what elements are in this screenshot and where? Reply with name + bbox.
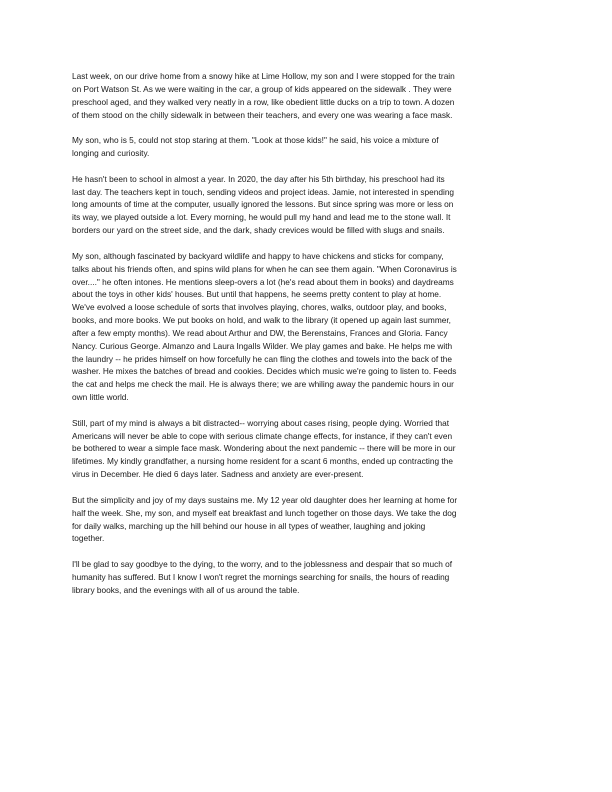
text-line: Still, part of my mind is always a bit distracted-- worrying about cases rising, people dying. Worried that bbox=[72, 417, 450, 428]
text-line: longing and curiosity. bbox=[72, 148, 150, 159]
text-line: books, and more books. We put books on hold, and walk to the library (it opened up again last summer, bbox=[72, 315, 451, 326]
text-line: own little world. bbox=[72, 392, 129, 403]
text-line: My son, who is 5, could not stop staring at them. "Look at those kids!" he said, his voice a mixture of bbox=[72, 135, 439, 146]
paragraph bbox=[72, 70, 542, 121]
text-line: after a few empty months). We read about Arthur and DW, the Berenstains, Frances and Gloria. Fancy bbox=[72, 327, 448, 338]
paragraph bbox=[72, 417, 542, 481]
paragraph bbox=[72, 134, 542, 160]
text-line: humanity has suffered. But I know I won't regret the mornings searching for snails, the hours of reading bbox=[72, 571, 450, 582]
paragraph bbox=[72, 494, 542, 545]
text-line: talks about his friends often, and spins wild plans for when he can see them again. "When Coronavirus is bbox=[72, 263, 457, 274]
paragraph bbox=[72, 173, 542, 237]
text-line: washer. He mixes the batches of bread and cookies. Decides which music we're going to listen to. Feeds bbox=[72, 366, 457, 377]
text-line: on Port Watson St. As we were waiting in the car, a group of kids appeared on the sidewalk . They were bbox=[72, 83, 452, 94]
text-line: the laundry -- he prides himself on how forcefully he can fling the clothes and towels into the back of the bbox=[72, 353, 453, 364]
text-line: long amounts of time at the computer, usually ignored the lessons. But since spring was more or less on bbox=[72, 199, 454, 210]
text-line: I'll be glad to say goodbye to the dying, to the worry, and to the joblessness and despair that so much of bbox=[72, 559, 453, 570]
text-line: Last week, on our drive home from a snowy hike at Lime Hollow, my son and I were stopped for the train bbox=[72, 71, 455, 81]
text-line: Nancy. Curious George. Almanzo and Laura Ingalls Wilder. We play games and bake. He helps me with bbox=[72, 340, 453, 351]
text-line: But the simplicity and joy of my days sustains me. My 12 year old daughter does her learning at home for bbox=[72, 494, 458, 505]
text-line: its way, we played outside a lot. Every morning, he would pull my hand and lead me to the stone wall. It bbox=[72, 212, 451, 223]
text-line: lifetimes. My kindly grandfather, a nursing home resident for a scant 6 months, ended up contracting the bbox=[72, 456, 453, 467]
text-line: last day. The teachers kept in touch, sending videos and project ideas. Jamie, not interested in spending bbox=[72, 186, 455, 197]
text-line: of them stood on the chilly sidewalk in between their teachers, and every one was wearing a face mask. bbox=[72, 109, 453, 120]
text-line: My son, although fascinated by backyard wildlife and happy to have chickens and sticks for company, bbox=[72, 250, 444, 261]
text-line: about the toys in other kids' houses. But until that happens, he seems pretty content to play at home. bbox=[72, 289, 442, 300]
text-line: for daily walks, marching up the hill behind our house in all types of weather, laughing and joking bbox=[72, 520, 426, 531]
paragraph bbox=[72, 250, 542, 404]
document-body bbox=[72, 70, 542, 609]
text-line: library books, and the evenings with all of us around the table. bbox=[72, 584, 300, 595]
text-line: together. bbox=[72, 533, 105, 544]
text-line: the cat and helps me check the mail. He is always there; we are whiling away the pandemic hours in our bbox=[72, 379, 454, 390]
text-line: We've evolved a loose schedule of sorts that involves playing, chores, walks, outdoor play, and books, bbox=[72, 302, 447, 313]
text-line: over...." he often intones. He mentions sleep-overs a lot (he's read about them in books) and daydreams bbox=[72, 276, 454, 287]
text-line: He hasn't been to school in almost a year. In 2020, the day after his 5th birthday, his preschool had its bbox=[72, 173, 445, 184]
paragraph bbox=[72, 558, 542, 597]
text-line: virus in December. He died 6 days later. Sadness and anxiety are ever-present. bbox=[72, 469, 364, 480]
text-line: borders our yard on the street side, and the dark, shady crevices would be filled with slugs and snails. bbox=[72, 225, 445, 236]
text-line: preschool aged, and they walked very neatly in a row, like obedient little ducks on a trip to town. A dozen bbox=[72, 96, 455, 107]
text-line: half the week. She, my son, and myself eat breakfast and lunch together on those days. We take the dog bbox=[72, 507, 457, 518]
text-line: Americans will never be able to cope with serious climate change effects, for instance, if they can't even bbox=[72, 430, 453, 441]
text-line: be bothered to wear a simple face mask. Wondering about the next pandemic -- there will be more in our bbox=[72, 443, 456, 454]
